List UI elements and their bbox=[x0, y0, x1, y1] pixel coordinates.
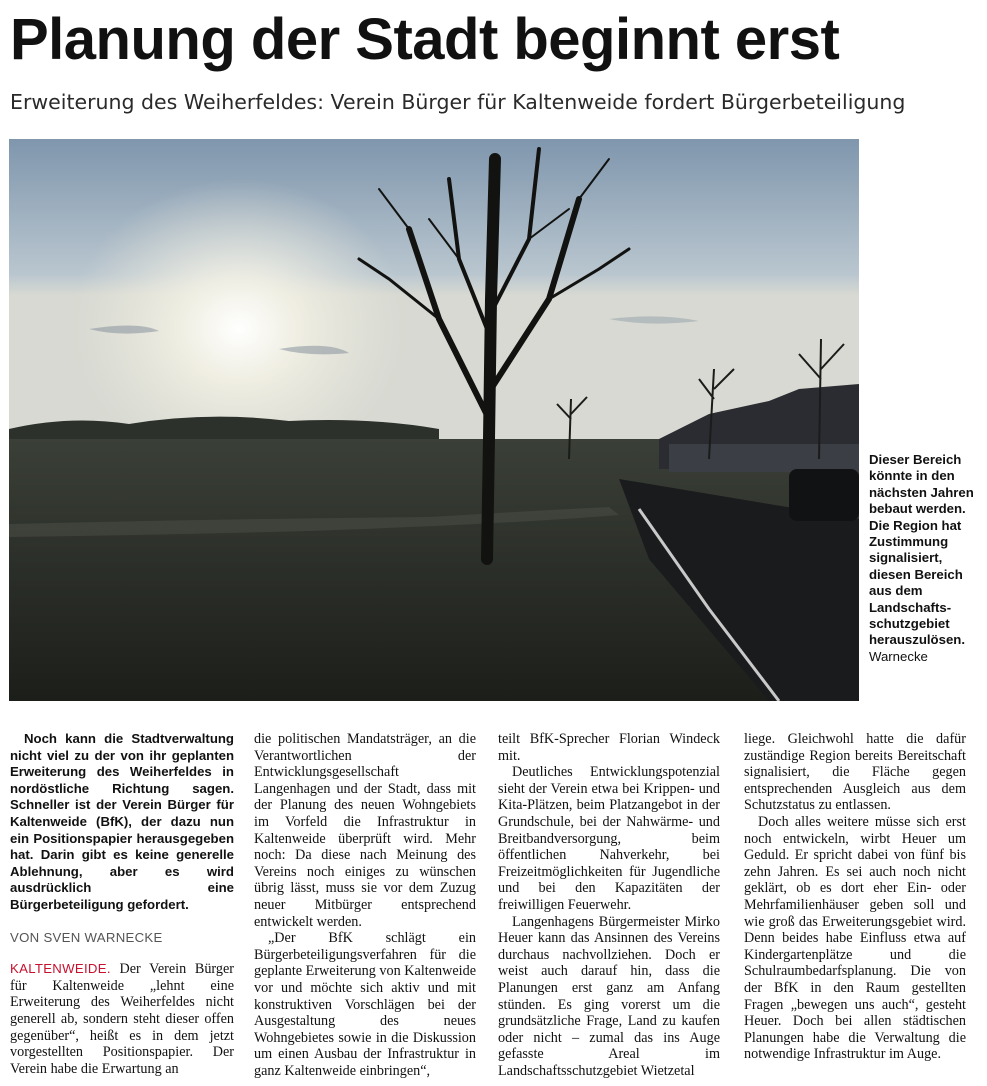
caption-text: Dieser Bereich könnte in den nächsten Jahren bebaut werden. Die Region hat Zustimmung signalisiert, diesen Bereich aus dem Landschaftsschutzgebiet herauszulösen. bbox=[869, 452, 974, 648]
article-column-1 bbox=[10, 731, 234, 1077]
article-column-4 bbox=[744, 731, 966, 1063]
paragraph: teilt BfK-Sprecher Florian Windeck mit. bbox=[498, 731, 720, 764]
article-column-3 bbox=[498, 731, 720, 1079]
article-photo bbox=[9, 139, 859, 701]
photo-credit: Warnecke bbox=[869, 648, 928, 664]
byline: VON SVEN WARNECKE bbox=[10, 929, 163, 945]
paragraph: liege. Gleichwohl hatte die dafür zuständige Region bereits Bereitschaft signalisiert, die Fläche gegen entsprechenden Ausgleich aus dem Schutzstatus zu entlassen. bbox=[744, 731, 966, 814]
paragraph: Deutliches Entwicklungspotenzial sieht der Verein etwa bei Krippen- und Kita-Plätzen, beim Platzangebot in der Grundschule, bei der Nahwärme- und Breitbandversorgung, beim öffentlichen Nahverkehr, bei Freizeitmöglichkeiten für Jugendliche und bei den Kapazitäten der freiwilligen Feuerwehr. bbox=[498, 764, 720, 913]
article-lead: Noch kann die Stadtverwaltung nicht viel zu der von ihr geplanten Erweiterung des Weiherfeldes in nordöstliche Richtung sagen. Schneller ist der Verein Bürger für Kaltenweide (BfK), der dazu nun ein Positionspapier herausgegeben hat. Darin gibt es keine generelle Ablehnung, aber es wird ausdrücklich eine Bürgerbeteiligung gefordert. bbox=[10, 731, 234, 912]
dateline: KALTENWEIDE. bbox=[10, 961, 111, 977]
article-column-2 bbox=[254, 731, 476, 1079]
photo-caption bbox=[869, 452, 987, 665]
subheadline: Erweiterung des Weiherfeldes: Verein Bürger für Kaltenweide fordert Bürgerbeteiligung bbox=[10, 90, 906, 114]
paragraph bbox=[10, 961, 234, 1077]
car bbox=[789, 469, 859, 521]
paragraph: Langenhagens Bürgermeister Mirko Heuer kann das Ansinnen des Vereins durchaus nachvollziehen. Doch er weist auch darauf hin, dass die Planungen erst ganz am Anfang stünden. Es ging vorerst um die grundsätzliche Frage, Land zu kaufen oder nicht – zumal das ins Auge gefasste Areal im Landschaftsschutzgebiet Wietzetal bbox=[498, 913, 720, 1079]
paragraph: die politischen Mandatsträger, an die Verantwortlichen der Entwicklungsgesellschaft Langenhagen und der Stadt, dass mit der Planung des neuen Wohngebiets im Vorfeld die Infrastruktur in Kaltenweide überprüft wird. Mehr noch: Da diese nach Meinung des Vereins noch einiges zu wünschen übrig lässt, muss sie vor dem Zuzug neuer Mitbürger entsprechend entwickelt werden. bbox=[254, 731, 476, 930]
paragraph-text: Der Verein Bürger für Kaltenweide „lehnt eine Erweiterung des Weiherfeldes nicht generell ab, sondern steht dieser offen gegenüber“, heißt es in dem jetzt vorgestellten Positionspapier. Der Verein habe die Erwartung an bbox=[10, 961, 234, 1077]
headline: Planung der Stadt beginnt erst bbox=[10, 7, 840, 72]
paragraph: „Der BfK schlägt ein Bürgerbeteiligungsverfahren für die geplante Erweiterung von Kaltenweide vor und möchte sich aktiv und mit konstruktiven Vorschlägen bei der Ausgestaltung des neues Wohngebietes sowie in die Diskussion um einen Ausbau der Infrastruktur in ganz Kaltenweide einbringen“, bbox=[254, 930, 476, 1079]
paragraph: Doch alles weitere müsse sich erst noch entwickeln, wirbt Heuer um Geduld. Er spricht dabei von fünf bis zehn Jahren. Es sei auch noch nicht geklärt, ob es dort eher Ein- oder Mehrfamilienhäuser geben soll und wie groß das Erweiterungsgebiet wird. Denn beides habe Einfluss etwa auf Kindergartenplätze und die Schulraumbedarfsplanung. Die von der BfK in den Raum gestellten Fragen „bewegen uns auch“, gesteht Heuer. Doch bei allen städtischen Planungen habe die Verwaltung die notwendige Infrastruktur im Auge. bbox=[744, 813, 966, 1063]
